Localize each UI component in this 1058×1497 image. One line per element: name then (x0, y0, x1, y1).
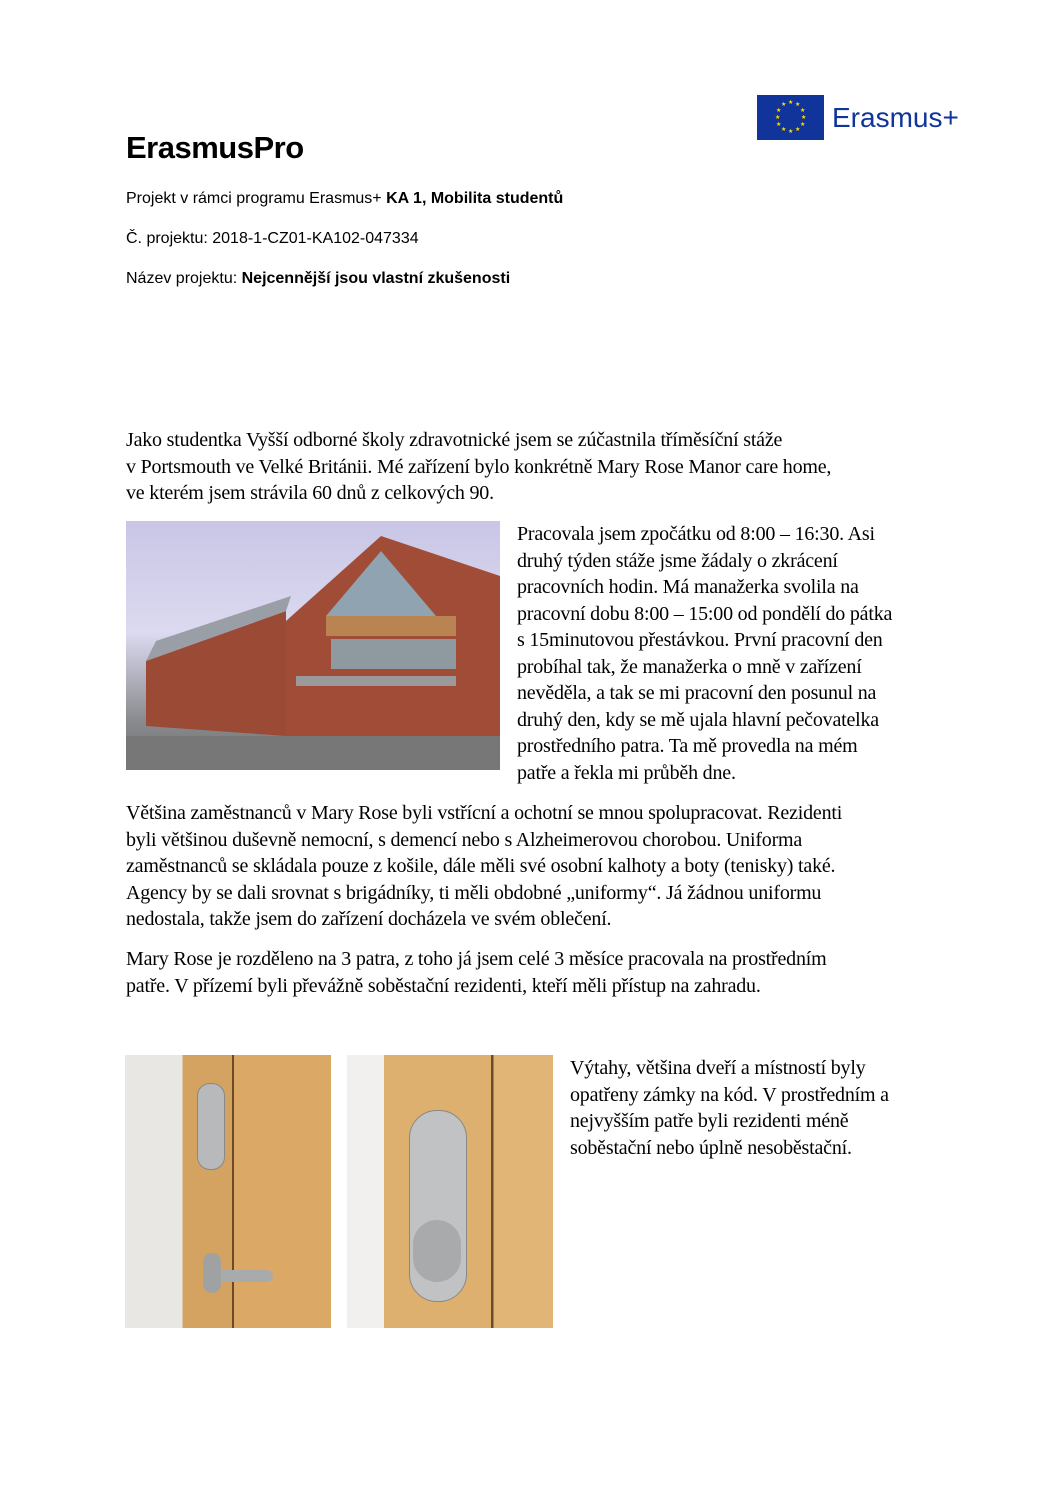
staff-paragraph (126, 800, 842, 933)
intro-paragraph (126, 427, 831, 507)
program-prefix: Projekt v rámci programu Erasmus+ (126, 190, 387, 207)
text-line: patře a řekla mi průběh dne. (517, 761, 736, 784)
document-title: ErasmusPro (126, 130, 304, 165)
care-home-photo (126, 521, 500, 770)
text-line: patře. V přízemí byli převážně soběstační rezidenti, kteří měli přístup na zahradu. (126, 974, 761, 997)
program-line (126, 190, 563, 208)
text-line: Agency by se dali srovnat s brigádníky, ti měli obdobné „uniformy“. Já žádnou uniformu (126, 881, 822, 904)
text-line: byli většinou duševně nemocní, s demencí nebo s Alzheimerovou chorobou. Uniforma (126, 828, 803, 851)
text-line: Výtahy, většina dveří a místností byly (570, 1057, 866, 1079)
logo-text: Erasmus+ (832, 101, 959, 133)
text-line: Většina zaměstnanců v Mary Rose byli vstřícní a ochotní se mnou spolupracovat. Rezidenti (126, 802, 843, 824)
text-line: ve kterém jsem strávila 60 dnů z celkových 90. (126, 482, 494, 504)
text-line: Mary Rose je rozděleno na 3 patra, z toho já jsem celé 3 měsíce pracovala na prostředním (126, 948, 827, 970)
text-line: probíhal tak, že manažerka o mně v zařízení (517, 655, 862, 678)
text-line: soběstační nebo úplně nesoběstační. (570, 1136, 852, 1159)
text-line: prostředního patra. Ta mě provedla na mém (517, 735, 858, 757)
text-line: druhý den, kdy se mě ujala hlavní pečovatelka (517, 708, 879, 731)
program-bold: KA 1, Mobilita studentů (386, 190, 564, 207)
building-illustration (126, 521, 500, 770)
text-line: s 15minutovou přestávkou. První pracovní den (517, 629, 883, 651)
text-line: nedostala, takže jsem do zařízení docházela ve svém oblečení. (126, 908, 612, 930)
project-number: Č. projektu: 2018-1-CZ01-KA102-047334 (126, 230, 419, 247)
locks-paragraph (570, 1055, 889, 1161)
work-hours-paragraph (517, 521, 892, 786)
text-line: Jako studentka Vyšší odborné školy zdravotnické jsem se zúčastnila tříměsíční stáže (126, 429, 783, 451)
text-line: nevěděla, a tak se mi pracovní den posunul na (517, 682, 877, 704)
floors-paragraph (126, 946, 826, 999)
text-line: zaměstnanců se skládala pouze z košile, dále měli své osobní kalhoty a boty (tenisky) také. (126, 855, 836, 877)
text-line: druhý týden stáže jsme žádaly o zkrácení (517, 549, 838, 572)
erasmus-plus-logo (757, 95, 959, 140)
eu-flag-icon: ★ ★ ★ ★ ★ ★ ★ ★ ★ ★ ★ ★ (757, 95, 824, 140)
text-line: pracovních hodin. Má manažerka svolila na (517, 576, 859, 598)
text-line: nejvyšším patře byli rezidenti méně (570, 1110, 849, 1132)
project-name-line (126, 270, 510, 288)
project-name-bold: Nejcennější jsou vlastní zkušenosti (241, 270, 511, 287)
door-lock-photo-2 (347, 1055, 553, 1328)
project-name-prefix: Název projektu: (126, 270, 242, 287)
text-line: Pracovala jsem zpočátku od 8:00 – 16:30. Asi (517, 523, 875, 545)
door-lock-photo-1 (125, 1055, 331, 1328)
text-line: v Portsmouth ve Velké Británii. Mé zařízení bylo konkrétně Mary Rose Manor care home, (126, 455, 832, 478)
text-line: opatřeny zámky na kód. V prostředním a (570, 1083, 889, 1106)
text-line: pracovní dobu 8:00 – 15:00 od pondělí do pátka (517, 602, 893, 625)
